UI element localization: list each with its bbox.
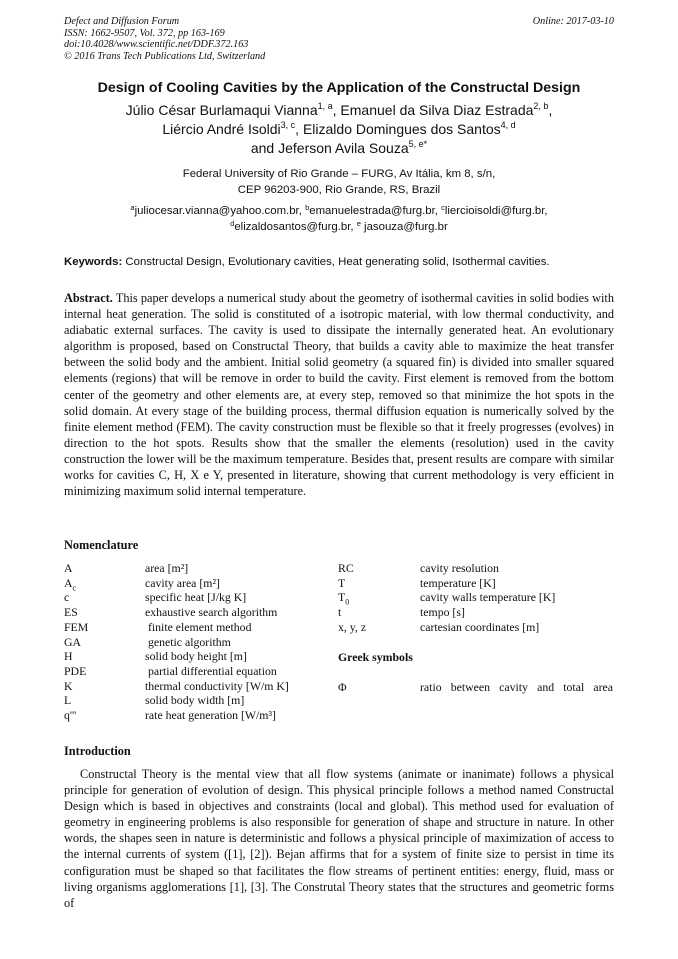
author-sup: 4, d (500, 120, 516, 130)
doi-line: doi:10.4028/www.scientific.net/DDF.372.163 (64, 39, 249, 51)
author-line-2 (40, 120, 638, 139)
affiliation-line-1: Federal University of Rio Grande – FURG, Av Itália, km 8, s/n, (182, 168, 496, 180)
nom-definition: thermal conductivity [W/m K] (145, 678, 289, 693)
author-sep: , (332, 102, 341, 118)
nom-symbol-ac: $A_c$ (64, 575, 77, 593)
keywords (64, 256, 624, 268)
email-link[interactable]: juliocesar.vianna@yahoo.com.br, (134, 205, 306, 217)
author-sep: , (548, 102, 553, 118)
keywords-label: Keywords: (64, 256, 123, 268)
online-date: Online: 2017-03-10 (532, 16, 614, 27)
email-link[interactable]: emanuelestrada@furg.br, (309, 205, 442, 217)
nom-definition: temperature [K] (420, 575, 496, 590)
email-link[interactable]: liercioisoldi@furg.br, (444, 205, 548, 217)
author-name: Elizaldo Domingues dos Santos (302, 121, 501, 137)
email-sup: d (230, 218, 235, 228)
nom-definition: genetic algorithm (145, 634, 231, 649)
abstract-label: Abstract. (64, 291, 113, 305)
email-sup: c (441, 203, 445, 212)
nom-symbol: q''' (64, 708, 77, 722)
nom-definition: cartesian coordinates [m] (420, 619, 540, 634)
issn-line: ISSN: 1662-9507, Vol. 372, pp 163-169 (64, 27, 225, 39)
nom-symbol: x, y, z (338, 619, 367, 634)
author-name: and Jeferson Avila Souza (250, 140, 409, 156)
introduction-text: Constructal Theory is the mental view that all flow systems (animate or inanimate) follows a physical principle for generation of evolution of design. This physical principle follows a method named Constructal Design which is based in objectives and constraints (local and global). This method used for evaluation of geometry in engineering problems is also responsible for generation of shape and structure in nature. In other words, the shapes seen in nature is deterministic and follows a physical principle of maximization of access to the internal currents of system ([1], [2]). Bejan affirms that for a system of finite size to persist in time its configuration must be shaped so that facilitates the flow streams of pertinent entities: energy, fluid, mass or living organisms agglomerations [1], [3]. The Construtal Theory states that the structures and geometric forms of (64, 767, 614, 910)
email-sup: b (305, 203, 310, 212)
journal-header (64, 16, 265, 62)
nom-symbol: K (64, 678, 73, 693)
email-line-2 (40, 220, 638, 236)
author-sup: 2, b (533, 101, 549, 111)
email-list (40, 204, 638, 235)
nom-definition: ratio between cavity and total area (420, 680, 613, 694)
nom-symbol: FEM (64, 619, 89, 634)
nom-definition: solid body width [m] (145, 693, 245, 708)
nomenclature-heading: Nomenclature (64, 538, 139, 552)
author-name: Júlio César Burlamaqui Vianna (125, 102, 318, 118)
nom-symbol: GA (64, 634, 82, 649)
author-line-3 (40, 139, 638, 158)
affiliation (40, 167, 638, 198)
nom-symbol: c (64, 590, 70, 605)
nom-definition: rate heat generation [W/m³] (145, 708, 276, 722)
author-name: Emanuel da Silva Diaz Estrada (340, 102, 534, 118)
author-name: Liércio André Isoldi (162, 121, 281, 137)
greek-symbols-heading: Greek symbols (338, 650, 413, 664)
nom-definition: finite element method (145, 619, 252, 634)
abstract-text: This paper develops a numerical study about the geometry of isothermal cavities in solid bodies with internal heat generation. The solid is constituted of a isotropic material, with low thermal conductivity, and adiabatic external surfaces. The cavity is used to dissipate the internally generated heat. An evolutionary algorithm is proposed, based on Constructal Theory, that builds a cavity able to maximize the heat transfer between the solid body and the ambient. Initial solid geometry (a squared fin) is divided into smaller squared elements (regions) that will be remove in order to build the cavity. First element is removed from the bottom center of the geometry and other elements are, at every step, removed so that minimize the hot spots in the solid domain. At every stage of the building process, thermal diffusion equation is numerically solved by the finite element method (FEM). The cavity construction must be flexible so that it freely progresses (evolves) in direction to the hot spots. Results show that the smaller the elements (resolution) used in the cavity construction the lower will be the maximum temperature. Besides that, present results are compare with similar works for cavities C, H, X e Y, presented in literature, showing that current methodology is very efficient in minimizing maximum solid internal temperature. (64, 291, 614, 499)
email-link[interactable]: elizaldosantos@furg.br, (234, 220, 357, 233)
email-link[interactable]: jasouza@furg.br (360, 220, 448, 233)
author-line-1 (40, 101, 638, 120)
email-sup: e (356, 218, 361, 228)
author-sup: 5, e* (408, 139, 428, 149)
nom-symbol: RC (338, 561, 354, 575)
email-line-1 (40, 204, 638, 220)
nom-definition: solid body height [m] (145, 649, 247, 664)
copyright-line: © 2016 Trans Tech Publications Ltd, Switzerland (64, 50, 266, 62)
author-sep: , (295, 121, 303, 137)
introduction-heading: Introduction (64, 744, 131, 758)
nom-definition: cavity resolution (420, 561, 499, 575)
abstract (64, 290, 614, 499)
nom-definition: exhaustive search algorithm (145, 605, 278, 620)
nom-definition: partial differential equation (145, 663, 277, 678)
nom-definition: cavity area [m²] (145, 575, 220, 590)
nom-symbol: ES (64, 605, 78, 620)
nom-definition: cavity walls temperature [K] (420, 590, 556, 605)
affiliation-line-2: CEP 96203-900, Rio Grande, RS, Brazil (237, 183, 441, 196)
keywords-text: Constructal Design, Evolutionary cavities, Heat generating solid, Isothermal cavities. (122, 256, 550, 268)
nom-symbol: T (338, 575, 346, 590)
author-sup: 1, a (317, 101, 333, 111)
nom-symbol: L (64, 693, 72, 708)
email-sup: a (130, 203, 135, 212)
nom-definition: specific heat [J/kg K] (145, 590, 247, 605)
nom-symbol: A (64, 561, 73, 575)
nom-definition: area [m²] (145, 561, 189, 575)
nom-symbol: Φ (338, 680, 347, 694)
paper-title: Design of Cooling Cavities by the Application of the Constructal Design (97, 80, 581, 96)
nom-symbol: t (338, 605, 342, 620)
nom-symbol: PDE (64, 663, 87, 678)
journal-name: Defect and Diffusion Forum (64, 16, 180, 27)
author-sup: 3, c (280, 120, 296, 130)
nom-symbol: H (64, 649, 73, 664)
nom-symbol-t0: $T_0$ (338, 590, 350, 607)
nom-definition: tempo [s] (420, 605, 465, 620)
author-list (40, 101, 638, 158)
